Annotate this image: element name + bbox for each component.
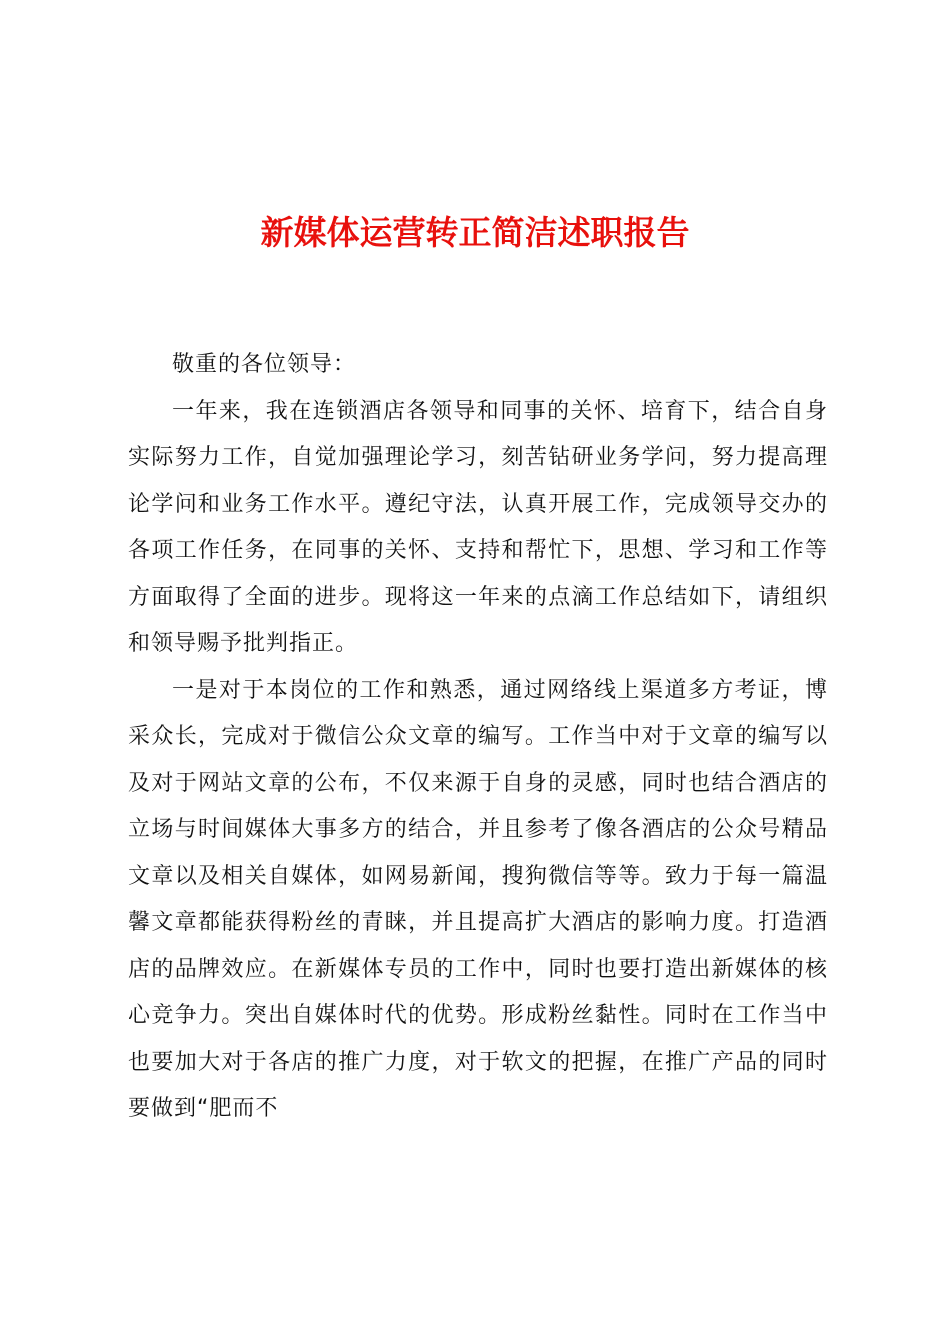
body-paragraph-2: 一是对于本岗位的工作和熟悉，通过网络线上渠道多方考证，博采众长，完成对于微信公众文章的编写。工作当中对于文章的编写以及对于网站文章的公布，不仅来源于自身的灵感，同时也结合酒店的立场与时间媒体大事多方的结合，并且参考了像各酒店的公众号精品文章以及相关自媒体，如网易新闻，搜狗微信等等。致力于每一篇温馨文章都能获得粉丝的青睐，并且提高扩大酒店的影响力度。打造酒店的品牌效应。在新媒体专员的工作中，同时也要打造出新媒体的核心竞争力。突出自媒体时代的优势。形成粉丝黏性。同时在工作当中也要加大对于各店的推广力度，对于软文的把握，在推广产品的同时要做到“肥而不 <box>128 677 828 1121</box>
document-title: 新媒体运营转正简洁述职报告 <box>260 213 690 252</box>
body-paragraph-1: 一年来，我在连锁酒店各领导和同事的关怀、培育下，结合自身实际努力工作，自觉加强理论学习，刻苦钻研业务学问，努力提高理论学问和业务工作水平。遵纪守法，认真开展工作，完成领导交办的各项工作任务，在同事的关怀、支持和帮忙下，思想、学习和工作等方面取得了全面的进步。现将这一年来的点滴工作总结如下，请组织和领导赐予批判指正。 <box>128 398 828 656</box>
document-body <box>128 342 828 1133</box>
salutation-paragraph: 敬重的各位领导： <box>172 352 357 377</box>
